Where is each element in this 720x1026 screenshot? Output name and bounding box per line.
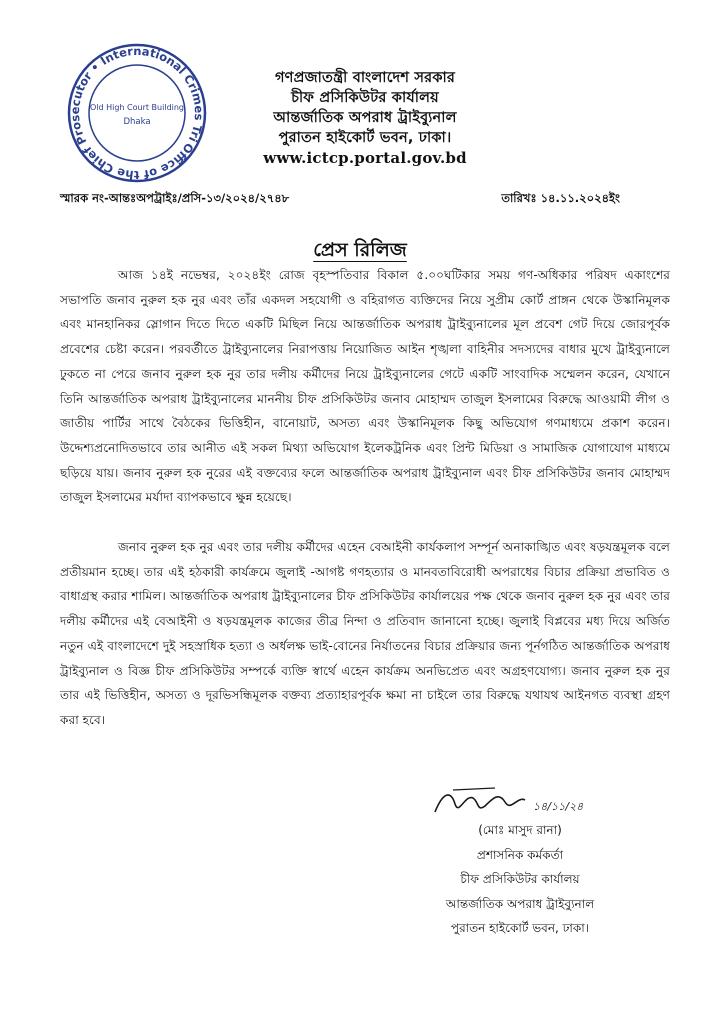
signature-date-note: ১৪/১১/২৪ — [533, 800, 584, 813]
document-body — [60, 263, 670, 758]
signature-stroke — [435, 795, 525, 812]
signature-underline — [453, 788, 495, 790]
seal-outer-text: Office of the Chief Prosecutor • International Crimes Tribunal — [67, 43, 207, 183]
handwritten-signature — [425, 782, 595, 822]
letterhead-address: পুরাতন হাইকোর্ট ভবন, ঢাকা। — [278, 130, 452, 146]
signatory-designation: প্রশাসনিক কর্মকর্তা — [476, 847, 564, 862]
letterhead-government: গণপ্রজাতন্ত্রী বাংলাদেশ সরকার — [274, 70, 456, 86]
letterhead — [200, 68, 530, 168]
document-date: তারিখঃ ১৪.১১.২০২৪ইং — [501, 191, 620, 205]
body-paragraph-2: জনাব নুরুল হক নুর এবং তার দলীয় কর্মীদের এহেন বেআইনী কার্যকলাপ সম্পূর্ন অনাকাঙ্খিত এবং ষড়যন্ত্রমূলক বলে প্রতীয়মান হচ্ছে। তার এই হঠকারী কার্যক্রমে জুলাই -আগষ্ট গণহত্যার ও মানবতাবিরোধী অপরাধের বিচার প্রক্রিয়া প্রভাবিত ও বাধাগ্রস্থ করার শামিল। আন্তর্জাতিক অপরাধ ট্রাইব্যুনালের চীফ প্রসিকিউটর কার্যালয়ের পক্ষ থেকে জনাব নুরুল হক নুর এবং তার দলীয় কর্মীদের এই বেআইনী ও ষড়যন্ত্রমূলক কাজের তীব্র নিন্দা ও প্রতিবাদ জানানো হচ্ছে। জুলাই বিপ্লবের মধ্য দিয়ে অর্জিত নতুন এই বাংলাদেশে দুই সহস্রাধিক হত্যা ও অর্ধলক্ষ ভাই-বোনের নির্যাতনের বিচার প্রক্রিয়ার জন্য পূর্নগঠিত আন্তর্জাতিক অপরাধ ট্রাইব্যুনাল ও বিজ্ঞ চীফ প্রসিকিউটর সম্পর্কে ব্যক্তি স্বার্থে এহেন কার্যক্রম অনভিপ্রেত এবং অগ্রহণযোগ্য। জনাব নুরুল হক নুর তার এই ভিত্তিহীন, অসত্য ও দূরভিসন্ধিমূলক বক্তব্য প্রত্যাহারপূর্বক ক্ষমা না চাইলে তার বিরুদ্ধে যথাযথ আইনগত ব্যবস্থা গ্রহণ করা হবে। — [60, 540, 670, 727]
signature-block — [400, 818, 640, 941]
memo-number: স্মারক নং-আন্তঃঅপট্রাইঃ/প্রসি-১৩/২০২৪/২৭৪৮ — [60, 191, 290, 205]
seal-inner-text-1: Old High Court Building — [89, 103, 185, 112]
signatory-address: পুরাতন হাইকোর্ট ভবন, ঢাকা। — [450, 921, 590, 935]
signatory-office: চীফ প্রসিকিউটর কার্যালয় — [460, 872, 580, 886]
seal-inner-text-2: Dhaka — [123, 117, 151, 127]
signatory-organization: আন্তর্জাতিক অপরাধ ট্রাইব্যুনাল — [445, 896, 595, 911]
letterhead-tribunal: আন্তর্জাতিক অপরাধ ট্রাইব্যুনাল — [273, 110, 457, 126]
office-seal-stamp — [62, 38, 212, 188]
seal-inner-ring — [89, 65, 185, 161]
signatory-name: (মোঃ মাসুদ রানা) — [478, 823, 562, 837]
body-paragraph-1: আজ ১৪ই নভেম্বর, ২০২৪ইং রোজ বৃহস্পতিবার বিকাল ৫.০০ঘটিকার সময় গণ-অধিকার পরিষদ একাংশের সভাপতি জনাব নুরুল হক নুর এবং তাঁর একদল সহযোগী ও বহিরাগত ব্যক্তিদের নিয়ে সুপ্রীম কোর্ট প্রাঙ্গন থেকে উস্কানিমূলক এবং মানহানিকর স্লোগান দিতে দিতে একটি মিছিল নিয়ে আন্তর্জাতিক অপরাধ ট্রাইব্যুনালের মূল প্রবেশ গেট দিয়ে জোরপূর্বক প্রবেশের চেষ্টা করেন। পরবর্তীতে ট্রাইব্যুনালের নিরাপত্তায় নিয়োজিত আইন শৃঙ্খলা বাহিনীর সদস্যদের বাধার মুখে ট্রাইব্যুনালে ঢুকতে না পেরে জনাব নুরুল হক নুর তার দলীয় কর্মীদের নিয়ে ট্রাইব্যুনালের গেটে একটি সাংবাদিক সম্মেলন করেন, যেখানে তিনি আন্তর্জাতিক অপরাধ ট্রাইব্যুনালের মাননীয় চীফ প্রসিকিউটর জনাব মোহাম্মদ তাজুল ইসলামের বিরুদ্ধে আওয়ামী লীগ ও জাতীয় পার্টির সাথে বৈঠকের ভিত্তিহীন, বানোয়াট, অসত্য এবং উস্কানিমূলক কিছু অভিযোগ গণমাধ্যমে প্রকাশ করেন। উদ্দেশ্যপ্রনোদিতভাবে তার আনীত এই সকল মিথ্যা অভিযোগ ইলেকট্রনিক এবং প্রিন্ট মিডিয়া ও সামাজিক যোগাযোগ মাধ্যমে ছড়িয়ে যায়। জনাব নুরুল হক নুরের এই বক্তব্যের ফলে আন্তর্জাতিক অপরাধ ট্রাইব্যুনাল এবং চীফ প্রসিকিউটর জনাব মোহাম্মদ তাজুল ইসলামের মর্যাদা ব্যাপকভাবে ক্ষুন্ন হয়েছে। — [60, 268, 670, 505]
document-title: প্রেস রিলিজ — [313, 239, 407, 261]
letterhead-website: www.ictcp.portal.gov.bd — [263, 149, 467, 167]
letterhead-office: চীফ প্রসিকিউটর কার্যালয় — [291, 90, 439, 106]
